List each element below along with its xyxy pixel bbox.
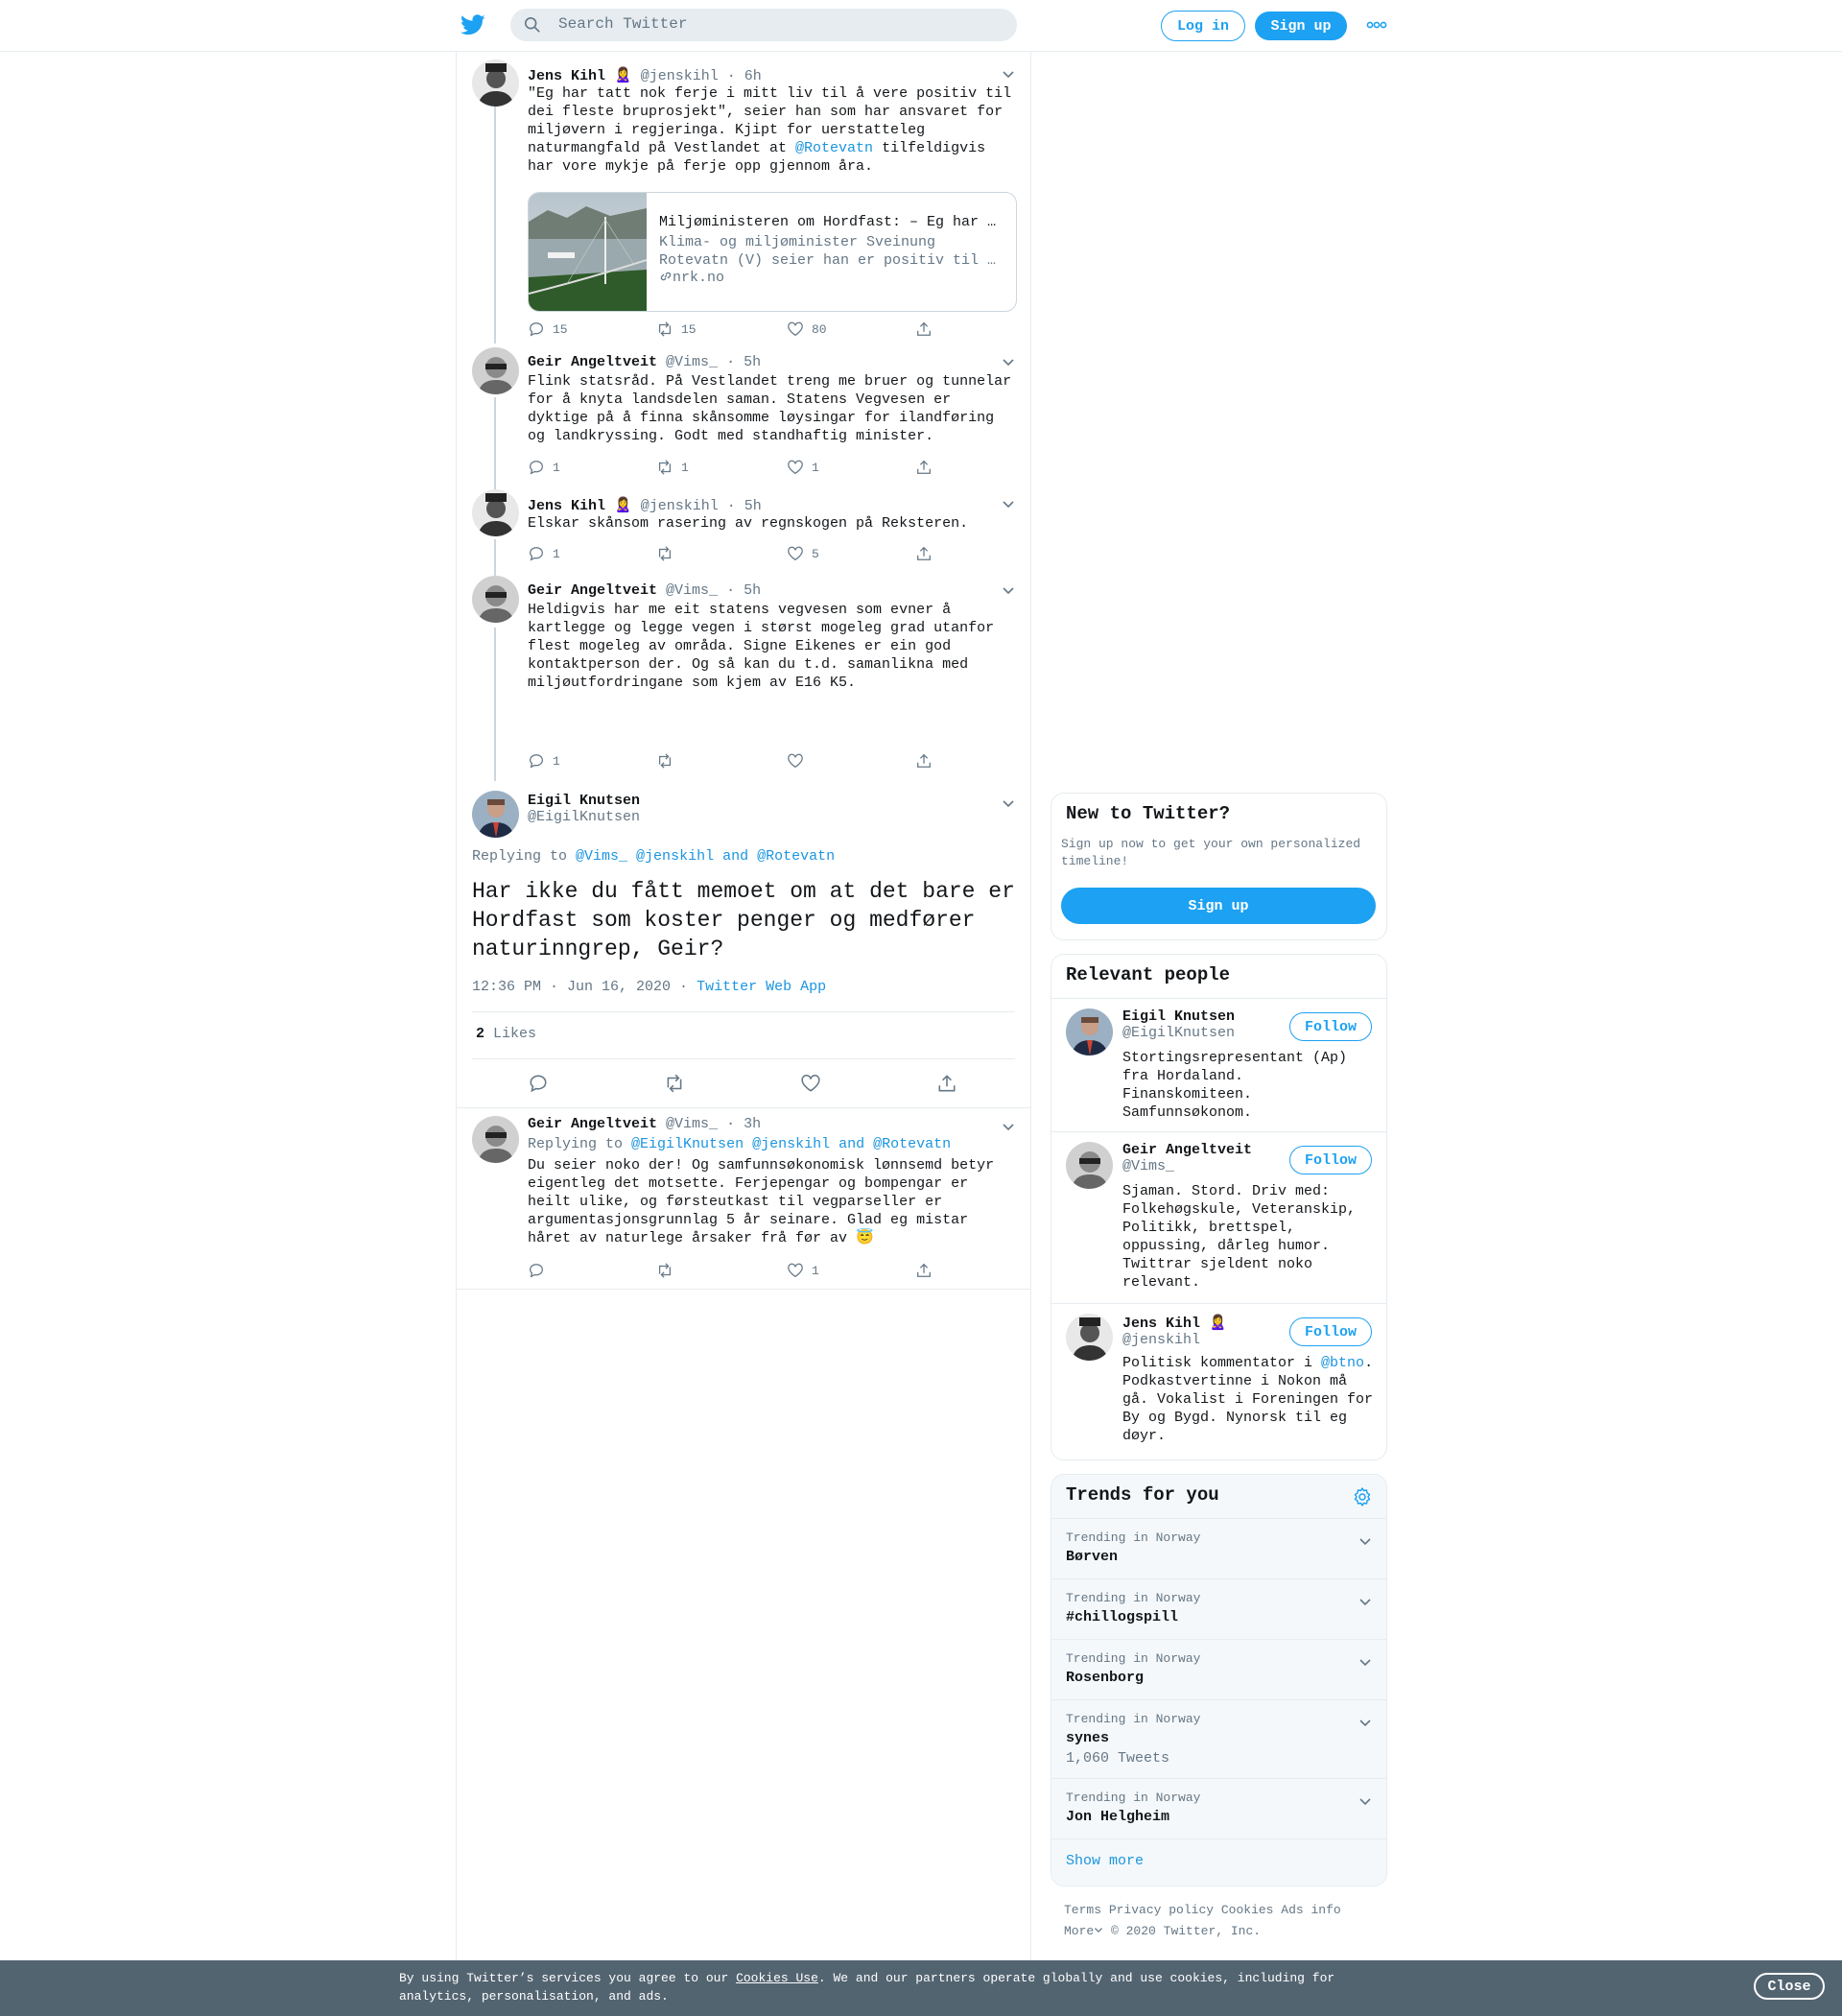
retweet-icon (656, 320, 673, 338)
person-name[interactable]: Jens Kihl (1122, 1316, 1201, 1332)
like-button[interactable] (787, 545, 819, 562)
tweet-text: Har ikke du fått memoet om at det bare er Hordfast som koster penger og medfører naturinngrep, Geir? (472, 879, 1015, 961)
mention-link[interactable]: @Rotevatn (795, 140, 874, 156)
sidebar-footer (1064, 1900, 1381, 1942)
focused-tweet (457, 737, 1030, 1108)
trend-context: Trending in Norway (1066, 1651, 1201, 1666)
tweet-time[interactable]: · 3h (726, 1116, 762, 1132)
reply-count: 1 (553, 753, 560, 769)
tweet-header (528, 354, 761, 370)
like-count: 5 (812, 546, 819, 561)
trends-panel (1051, 1474, 1387, 1886)
chevron-down-icon[interactable] (1358, 1655, 1372, 1669)
signup-button[interactable]: Sign up (1061, 888, 1376, 924)
tweet-header (528, 66, 762, 84)
author-name[interactable]: Jens Kihl (528, 68, 606, 84)
chevron-down-icon[interactable] (1002, 67, 1015, 81)
copyright: © 2020 Twitter, Inc. (1111, 1924, 1262, 1938)
share-icon (915, 1262, 933, 1279)
follow-button[interactable]: Follow (1289, 1012, 1372, 1041)
chevron-down-icon[interactable] (1002, 497, 1015, 510)
panel-text: Sign up now to get your own personalized timeline! (1061, 837, 1361, 868)
show-more-link[interactable]: Show more (1066, 1853, 1145, 1869)
source-app[interactable]: Twitter Web App (697, 979, 827, 995)
new-to-twitter-panel (1051, 793, 1387, 940)
bio-mention-link[interactable]: @btno (1321, 1355, 1365, 1371)
person-handle[interactable]: @jenskihl (1122, 1332, 1201, 1348)
retweet-count: 1 (681, 460, 689, 475)
tweet-time[interactable]: · 6h (726, 68, 762, 84)
share-icon (915, 320, 933, 338)
share-button[interactable] (915, 320, 933, 338)
cookie-text: By using Twitter’s services you agree to our Cookies Use. We and our partners operate globally and use cookies, including for analytics, personalisation, and ads. (399, 1971, 1335, 2004)
trend-item[interactable] (1051, 1699, 1386, 1778)
trend-tweet-count: 1,060 Tweets (1066, 1750, 1170, 1767)
retweet-icon[interactable] (664, 1073, 685, 1094)
gear-icon[interactable] (1352, 1486, 1373, 1507)
reply-icon (528, 1262, 545, 1279)
reply-icon (528, 545, 545, 562)
like-count: 1 (812, 460, 819, 475)
chevron-down-icon (1094, 1925, 1103, 1934)
heart-icon[interactable] (800, 1073, 821, 1094)
chevron-down-icon[interactable] (1358, 1534, 1372, 1548)
card-title: Miljøministeren om Hordfast: – Eg har t… (659, 214, 1004, 230)
footer-link-terms[interactable]: Terms (1064, 1903, 1102, 1917)
footer-link-ads[interactable]: Ads info (1281, 1903, 1341, 1917)
avatar[interactable] (1066, 1142, 1113, 1189)
chevron-down-icon[interactable] (1002, 355, 1015, 368)
chevron-down-icon[interactable] (1358, 1595, 1372, 1608)
conversation-timeline (456, 52, 1031, 1961)
avatar[interactable] (472, 791, 519, 838)
share-icon[interactable] (936, 1073, 957, 1094)
share-icon (915, 545, 933, 562)
retweet-icon (656, 545, 673, 562)
retweet-button[interactable] (656, 320, 697, 338)
person-handle[interactable]: @EigilKnutsen (1122, 1025, 1236, 1041)
trend-item[interactable] (1051, 1639, 1386, 1699)
chevron-down-icon[interactable] (1358, 1794, 1372, 1808)
avatar[interactable] (472, 1116, 519, 1163)
chevron-down-icon[interactable] (1002, 796, 1015, 810)
author-emoji: 🙎‍♀️ (614, 68, 632, 84)
tweet-text: Heldigvis har me eit statens vegvesen som evner å kartlegge og legge vegen i størst mogeleg grad utanfor flest mogeleg av områda. Signe Eikenes er ein god kontaktperson der. Og så kan du t.d. samanlikna med miljøutfordringane som kjem av E16 K5. (528, 602, 995, 691)
share-button[interactable] (915, 545, 933, 562)
close-button[interactable]: Close (1754, 1973, 1825, 2000)
chevron-down-icon[interactable] (1002, 583, 1015, 597)
person-bio: Politisk kommentator i @btno. Podkastvertinne i Nokon må gå. Vokalist i Foreningen for By og Bygd. Nynorsk til eg døyr. (1122, 1355, 1374, 1444)
reply-button[interactable] (528, 459, 560, 476)
author-handle[interactable]: @EigilKnutsen (528, 809, 641, 825)
trend-item[interactable] (1051, 1578, 1386, 1639)
footer-link-privacy[interactable]: Privacy policy (1108, 1903, 1215, 1917)
card-description: Klima- og miljøminister Sveinung Rotevatn (V) seier han er positiv til … (659, 234, 997, 269)
like-button[interactable] (787, 459, 819, 476)
likes-label: Likes (493, 1026, 537, 1042)
share-button[interactable] (915, 1262, 933, 1279)
signup-button[interactable]: Sign up (1255, 12, 1347, 40)
author-emoji: 🙎‍♀️ (614, 498, 632, 514)
tweet[interactable] (457, 489, 1030, 570)
trend-item[interactable] (1051, 1778, 1386, 1838)
reply-count: 1 (553, 546, 560, 561)
tweet[interactable] (457, 1108, 1030, 1290)
author-handle[interactable]: @Vims_ (666, 354, 719, 370)
trend-context: Trending in Norway (1066, 1591, 1201, 1605)
tweet-actions (528, 320, 931, 340)
search-placeholder: Search Twitter (558, 15, 688, 33)
replying-to-links[interactable]: @Vims_ @jenskihl and @Rotevatn (576, 848, 836, 865)
tweet-text: "Eg har tatt nok ferje i mitt liv til å vere positiv til dei fleste bruprosjekt", seier han som har ansvaret for miljøvern i regjeringa. Kjipt for uerstatteleg naturmangfald på Vestlandet at @Rotevatn tilfeldigvis har vore mykje på ferje opp gjennom åra. (528, 85, 1012, 175)
heart-icon (787, 1262, 804, 1279)
like-button[interactable] (787, 320, 827, 338)
more-options-icon[interactable] (1366, 19, 1387, 31)
article-thumbnail (529, 193, 647, 311)
panel-title: New to Twitter? (1066, 803, 1231, 824)
chevron-down-icon[interactable] (1358, 1716, 1372, 1729)
cookies-use-link[interactable]: Cookies Use (736, 1971, 818, 1985)
tweet[interactable] (457, 347, 1030, 482)
person-card[interactable] (1051, 1303, 1386, 1459)
reply-icon (528, 320, 545, 338)
avatar[interactable] (472, 489, 519, 536)
reply-count: 1 (553, 460, 560, 475)
replying-to-links[interactable]: @EigilKnutsen @jenskihl and @Rotevatn (631, 1136, 952, 1152)
tweet-time[interactable]: · 5h (726, 582, 762, 599)
retweet-icon (656, 1262, 673, 1279)
likes-count: 2 (476, 1026, 485, 1042)
person-name[interactable]: Geir Angeltveit (1122, 1142, 1253, 1158)
tweet-time[interactable]: · 5h (726, 498, 762, 514)
replying-to: Replying to @Vims_ @jenskihl and @Rotevatn (472, 848, 836, 865)
link-card[interactable] (528, 192, 1017, 312)
trend-context: Trending in Norway (1066, 1530, 1201, 1545)
tweet-header (528, 1116, 761, 1132)
tweet-header (528, 496, 762, 514)
author-handle[interactable]: @jenskihl (640, 498, 719, 514)
reply-icon (528, 459, 545, 476)
avatar[interactable] (472, 576, 519, 623)
author-name[interactable]: Eigil Knutsen (528, 793, 641, 809)
author-block (528, 793, 640, 825)
trend-name: Jon Helgheim (1066, 1809, 1170, 1825)
person-name[interactable]: Eigil Knutsen (1122, 1008, 1236, 1025)
reply-button[interactable] (528, 320, 568, 338)
tweet-header (528, 582, 761, 599)
author-handle[interactable]: @Vims_ (666, 1116, 719, 1132)
tweet-text: Flink statsråd. På Vestlandet treng me bruer og tunnelar for å knyta landsdelen saman. Statens Vegvesen er dyktige på å finna skånsomme løysingar for ilandføring og landkryssing. Godt med standhaftig minister. (528, 373, 1012, 444)
avatar[interactable] (1066, 1314, 1113, 1361)
tweet-text: Du seier noko der! Og samfunnsøkonomisk lønnsemd betyr eigentleg det motsette. Ferjepengar og bompengar er heilt ulike, og førsteutkast til vegparseller er argumentasjonsgrunnlag 5 år seinare. Glad eg mistar håret av naturlege årsaker frå før av 😇 (528, 1157, 995, 1246)
tweet[interactable] (457, 59, 1030, 342)
tweet-text: Elskar skånsom rasering av regnskogen på Reksteren. (528, 515, 969, 532)
trend-name: synes (1066, 1730, 1110, 1746)
retweet-icon (656, 459, 673, 476)
person-bio: Stortingsrepresentant (Ap) fra Hordaland. Finanskomiteen. Samfunnsøkonom. (1122, 1050, 1348, 1121)
avatar[interactable] (472, 347, 519, 394)
author-handle[interactable]: @jenskihl (640, 68, 719, 84)
person-emoji: 🙎‍♀️ (1209, 1316, 1227, 1332)
reply-icon[interactable] (528, 1073, 549, 1094)
footer-link-cookies[interactable]: Cookies (1220, 1903, 1274, 1917)
reply-button[interactable] (528, 545, 560, 562)
follow-button[interactable]: Follow (1289, 1317, 1372, 1346)
like-count: 1 (812, 1263, 819, 1278)
author-name[interactable]: Jens Kihl (528, 498, 606, 514)
replying-to: Replying to @EigilKnutsen @jenskihl and @Rotevatn (528, 1136, 952, 1152)
share-icon (915, 459, 933, 476)
share-button[interactable] (915, 459, 933, 476)
search-icon (524, 16, 541, 34)
twitter-logo-icon[interactable] (460, 13, 485, 36)
tweet-actions (528, 545, 931, 564)
trend-name: Børven (1066, 1549, 1119, 1565)
trend-name: Rosenborg (1066, 1670, 1145, 1686)
person-card[interactable] (1051, 1131, 1386, 1303)
tweet-time[interactable]: · 5h (726, 354, 762, 370)
top-bar (0, 0, 1842, 52)
avatar[interactable] (472, 59, 519, 107)
follow-button[interactable]: Follow (1289, 1146, 1372, 1174)
heart-icon (787, 320, 804, 338)
author-name[interactable]: Geir Angeltveit (528, 582, 658, 599)
search-input[interactable] (510, 9, 1017, 41)
retweet-button[interactable] (656, 545, 681, 562)
tweet-actions (528, 1262, 931, 1281)
retweet-button[interactable] (656, 1262, 681, 1279)
person-card[interactable] (1051, 998, 1386, 1131)
chevron-down-icon[interactable] (1002, 1120, 1015, 1133)
card-domain: nrk.no (659, 270, 724, 286)
show-more-row[interactable] (1051, 1838, 1386, 1886)
trend-context: Trending in Norway (1066, 1791, 1201, 1805)
heart-icon (787, 459, 804, 476)
person-bio: Sjaman. Stord. Driv med: Folkehøgskule, Veteranskip, Politikk, brettspel, oppussing, dårleg humor. Twittrar sjeldent noko relevant. (1122, 1183, 1357, 1291)
like-count: 80 (812, 321, 827, 337)
reply-button[interactable] (528, 1262, 553, 1279)
cookie-banner (0, 1960, 1842, 2016)
panel-title: Trends for you (1066, 1484, 1219, 1506)
reply-count: 15 (553, 321, 568, 337)
login-button[interactable]: Log in (1161, 11, 1245, 41)
panel-title: Relevant people (1066, 964, 1231, 985)
focused-tweet-actions (472, 1073, 1015, 1096)
tweet-meta (472, 979, 826, 995)
retweet-button[interactable] (656, 459, 689, 476)
author-name[interactable]: Geir Angeltveit (528, 1116, 658, 1132)
relevant-people-panel (1051, 954, 1387, 1460)
like-button[interactable] (787, 1262, 819, 1279)
person-handle[interactable]: @Vims_ (1122, 1158, 1175, 1174)
timestamp[interactable]: 12:36 PM · Jun 16, 2020 · (472, 979, 689, 995)
trend-name: #chillogspill (1066, 1609, 1179, 1625)
author-handle[interactable]: @Vims_ (666, 582, 719, 599)
footer-more[interactable]: More (1064, 1924, 1103, 1938)
heart-icon (787, 545, 804, 562)
trend-item[interactable] (1051, 1518, 1386, 1578)
avatar[interactable] (1066, 1008, 1113, 1055)
trend-context: Trending in Norway (1066, 1712, 1201, 1726)
retweet-count: 15 (681, 321, 697, 337)
tweet-actions (528, 459, 931, 478)
link-icon (659, 270, 673, 283)
author-name[interactable]: Geir Angeltveit (528, 354, 658, 370)
likes-row[interactable] (472, 1011, 1015, 1059)
